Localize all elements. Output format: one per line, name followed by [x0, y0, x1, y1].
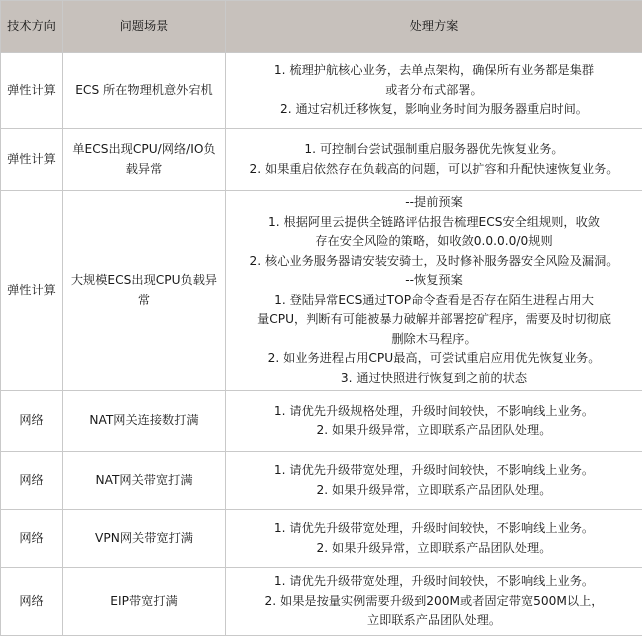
solution-line: 2. 如业务进程占用CPU最高，可尝试重启应用优先恢复业务。: [267, 351, 601, 365]
solution-line: 2. 如果是按量实例需要升级到200M或者固定带宽500M以上，: [264, 593, 604, 608]
table-row: [1, 391, 642, 452]
solution-line: 3. 通过快照进行恢复到之前的状态: [340, 370, 528, 385]
row-solution: [226, 129, 642, 191]
solution-line: 或者分布式部署。: [385, 82, 483, 97]
table-row: [1, 191, 642, 391]
solution-line: --提前预案: [405, 195, 463, 209]
table-row: [1, 53, 642, 129]
row-category: 网络: [1, 391, 63, 452]
row-scene: VPN网关带宽打满: [63, 510, 226, 568]
solution-line: 1. 梳理护航核心业务，去单点架构，确保所有业务都是集群: [273, 63, 595, 78]
table-row: [1, 129, 642, 191]
row-category: 网络: [1, 510, 63, 568]
solution-line: 2. 如果重启依然存在负载高的问题，可以扩容和升配快速恢复业务。: [249, 161, 619, 176]
row-solution: [226, 568, 642, 636]
solution-line: 2. 如果升级异常，立即联系产品团队处理。: [316, 423, 552, 437]
row-category: 网络: [1, 568, 63, 636]
solution-line: 2. 通过宕机迁移恢复，影响业务时间为服务器重启时间。: [279, 102, 588, 117]
solution-line: 2. 如果升级异常，立即联系产品团队处理。: [316, 540, 552, 555]
row-category: 网络: [1, 452, 63, 510]
row-scene: NAT网关连接数打满: [63, 391, 226, 452]
row-solution: [226, 191, 642, 391]
solution-line: 1. 登陆异常ECS通过TOP命令查看是否存在陌生进程占用大: [274, 292, 594, 307]
solution-line: 1. 请优先升级带宽处理，升级时间较快，不影响线上业务。: [273, 521, 595, 535]
solution-line: 立即联系产品团队处理。: [366, 613, 502, 628]
row-solution: [226, 510, 642, 568]
solution-line: 删除木马程序。: [391, 331, 477, 346]
row-scene: 单ECS出现CPU/网络/IO负载异常: [63, 129, 226, 191]
table-header-row: [1, 1, 642, 53]
solution-line: --恢复预案: [405, 273, 463, 287]
row-solution: [226, 452, 642, 510]
solution-line: 1. 可控制台尝试强制重启服务器优先恢复业务。: [304, 142, 564, 156]
table-row: [1, 510, 642, 568]
row-scene: 大规模ECS出现CPU负载异常: [63, 191, 226, 391]
table-row: [1, 452, 642, 510]
solution-line: 1. 请优先升级带宽处理，升级时间较快，不影响线上业务。: [273, 463, 595, 477]
table-row: [1, 568, 642, 636]
row-scene: NAT网关带宽打满: [63, 452, 226, 510]
solution-line: 2. 核心业务服务器请安装安骑士，及时修补服务器安全风险及漏洞。: [249, 253, 619, 268]
row-scene: EIP带宽打满: [63, 568, 226, 636]
solution-line: 存在安全风险的策略，如收敛0.0.0.0/0规则: [315, 234, 553, 248]
row-category: 弹性计算: [1, 53, 63, 129]
row-category: 弹性计算: [1, 129, 63, 191]
solution-line: 2. 如果升级异常，立即联系产品团队处理。: [316, 482, 552, 497]
header-tech-direction: 技术方向: [1, 1, 63, 53]
row-category: 弹性计算: [1, 191, 63, 391]
solution-line: 1. 请优先升级规格处理，升级时间较快，不影响线上业务。: [273, 403, 595, 418]
solution-line: 1. 请优先升级带宽处理，升级时间较快，不影响线上业务。: [273, 574, 595, 589]
row-solution: [226, 391, 642, 452]
row-scene: ECS 所在物理机意外宕机: [63, 53, 226, 129]
solution-line: 1. 根据阿里云提供全链路评估报告梳理ECS安全组规则，收敛: [268, 214, 600, 229]
row-solution: [226, 53, 642, 129]
header-problem-scene: 问题场景: [63, 1, 226, 53]
header-solution: 处理方案: [226, 1, 642, 53]
solution-line: 量CPU，判断有可能被暴力破解并部署挖矿程序，需要及时切彻底: [257, 312, 611, 326]
